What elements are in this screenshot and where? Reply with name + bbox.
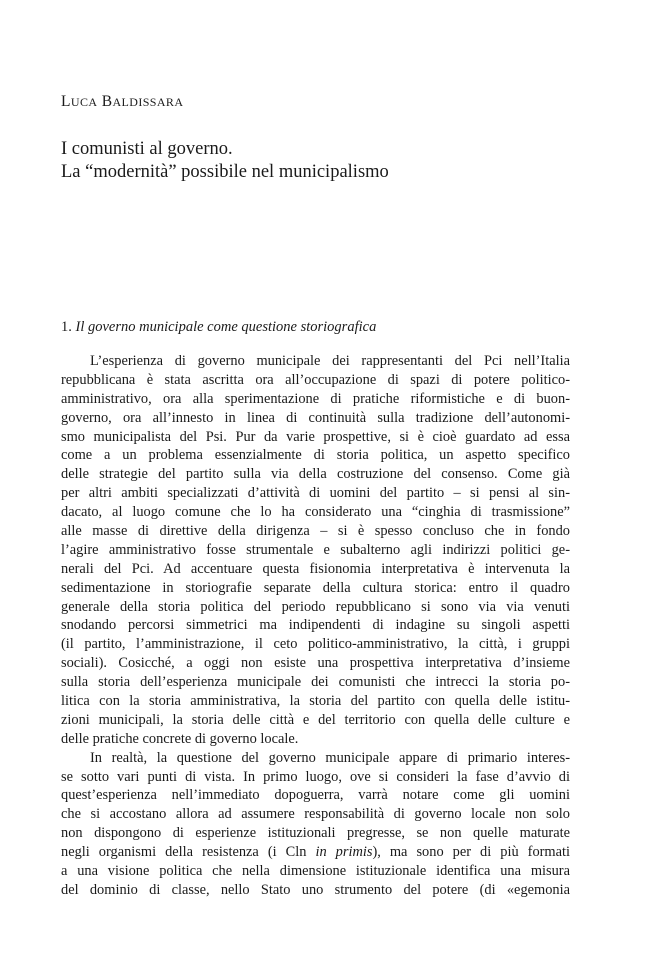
section-title: Il governo municipale come questione storiografica [75, 319, 377, 335]
text-line: dacato, al luogo comune che lo ha considerato una “cinghia di trasmissione” [61, 504, 570, 521]
text-line: L’esperienza di governo municipale dei rappresentanti del Pci nell’Italia [90, 353, 570, 369]
text-line: alle masse di direttive della dirigenza – si è spesso concluso che in fondo [61, 523, 570, 540]
text-line: governo, ora all’innesto in linea di continuità sulla tradizione dell’autonomi- [61, 409, 570, 426]
text-line: litica con la storia amministrativa, la storia del partito con quella delle istitu- [61, 693, 570, 710]
body-text [61, 352, 570, 900]
text-line: quest’esperienza nell’immediato dopoguerra, varrà notare come gli uomini [61, 787, 570, 804]
text-line: non dispongono di esperienze istituzionali pregresse, se non quelle maturate [61, 825, 570, 842]
text-line-mixed: negli organismi della resistenza (i Cln in primis), ma sono per di più formati [61, 844, 571, 861]
text-line: generale della storia politica del periodo repubblicano si sono via via venuti [61, 598, 570, 615]
chapter-title-line-1: I comunisti al governo. [61, 139, 233, 159]
text-line: sulla storia dell’esperienza municipale dei comunisti che intrecci la storia po- [61, 674, 570, 691]
section-heading [61, 319, 376, 336]
text-line: per altri ambiti specializzati d’attività di uomini del partito – si pensi al sin- [61, 485, 570, 502]
text-line: nerali del Pci. Ad accentuare questa fisionomia interpretativa è intervenuta la [61, 560, 570, 577]
text-line: sedimentazione in storiografie separate della cultura storica: entro il quadro [61, 579, 570, 596]
text-line: che si accostano allora ad assumere responsabilità di governo locale non solo [61, 806, 570, 823]
section-number: 1. [61, 319, 72, 335]
text-line: delle strategie del partito sulla via della costruzione del consenso. Come già [61, 466, 570, 483]
text-line: snodando percorsi simmetrici ma indipendenti di indagine su singoli aspetti [61, 617, 570, 634]
text-line: a una visione politica che nella dimensione istituzionale identifica una misura [61, 863, 570, 880]
text-line: l’agire amministrativo fosse strumentale e subalterno agli indirizzi politici ge- [61, 541, 570, 558]
chapter-title-line-2: La “modernità” possibile nel municipalismo [61, 162, 389, 182]
chapter-title [61, 138, 389, 184]
text-line: se sotto vari punti di vista. In primo luogo, ove si consideri la fase d’avvio di [61, 768, 570, 785]
text-line: repubblicana è stata ascritta ora all’occupazione di spazi di potere politico- [61, 371, 570, 388]
text-line: come a un problema essenzialmente di storia politica, un aspetto specifico [61, 447, 570, 464]
text-line: zioni municipali, la storia delle città e del territorio con quella delle culture e [61, 711, 570, 728]
text-line: sociali). Cosicché, a oggi non esiste una prospettiva interpretativa d’insieme [61, 655, 570, 672]
text-line: smo municipalista del Psi. Pur da varie prospettive, si è cioè guardato ad essa [61, 428, 570, 445]
text-line: (il partito, l’amministrazione, il ceto politico-amministrativo, la città, i gruppi [61, 636, 570, 653]
author-name: LUCA BALDISSARA [61, 93, 184, 110]
text-line: amministrativo, ora alla sperimentazione di pratiche riformistiche e di buon- [61, 390, 570, 407]
text-line: delle pratiche concrete di governo locale. [61, 730, 299, 747]
text-line: In realtà, la questione del governo municipale appare di primario interes- [90, 749, 570, 766]
text-line: del dominio di classe, nello Stato uno strumento del potere (di «egemonia [61, 881, 570, 898]
